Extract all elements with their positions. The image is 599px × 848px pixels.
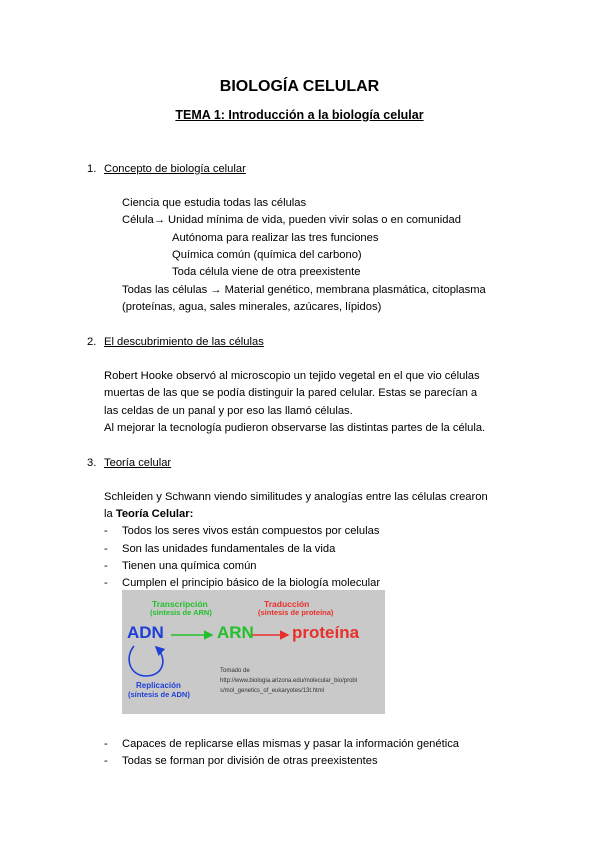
source-line-3: s/mol_genetics_of_eukaryotes/13t.html: [220, 688, 325, 694]
section-2-number: 2.: [87, 336, 97, 348]
list-item: Todas se forman por división de otras preexistentes: [122, 755, 378, 767]
section-1-number: 1.: [87, 163, 97, 175]
s2-line-4: Al mejorar la tecnología pudieron observarse las distintas partes de la célula.: [104, 422, 486, 434]
central-dogma-diagram: [122, 590, 385, 714]
s3-intro-1: Schleiden y Schwann viendo similitudes y analogías entre las células crearon: [104, 491, 488, 503]
document-subtitle: TEMA 1: Introducción a la biología celular: [175, 108, 424, 122]
s1-line-1: Ciencia que estudia todas las células: [122, 197, 307, 209]
list-item: Capaces de replicarse ellas mismas y pasar la información genética: [122, 738, 460, 750]
bullet-dash: -: [104, 755, 108, 767]
s2-line-1: Robert Hooke observó al microscopio un tejido vegetal en el que vio células: [104, 370, 480, 382]
replication-arrow: [129, 646, 163, 676]
transcription-sub-label: (síntesis de ARN): [150, 608, 212, 617]
s1-line-2: Célula→ Unidad mínima de vida, pueden vivir solas o en comunidad: [122, 214, 461, 226]
bullet-dash: -: [104, 560, 108, 572]
translation-label: Traducción: [264, 599, 310, 609]
s1-line-4: Química común (química del carbono): [172, 249, 362, 261]
section-2-heading: El descubrimiento de las células: [104, 336, 264, 348]
list-item: Todos los seres vivos están compuestos por celulas: [122, 525, 380, 537]
s2-line-3: las celdas de un panal y por eso las llamó células.: [104, 405, 353, 417]
list-item: Son las unidades fundamentales de la vida: [122, 543, 336, 555]
s3-intro-2: [104, 507, 193, 521]
document-title: BIOLOGÍA CELULAR: [219, 78, 380, 95]
section-3-heading: Teoría celular: [104, 457, 172, 469]
source-line-2: http://www.biologia.arizona.edu/molecular_bio/probl: [220, 678, 358, 684]
s1-line-3: Autónoma para realizar las tres funciones: [172, 232, 379, 244]
bullet-dash: -: [104, 525, 108, 537]
s1-line-6: Todas las células → Material genético, membrana plasmática, citoplasma: [122, 284, 486, 296]
section-3-number: 3.: [87, 457, 97, 469]
section-1-heading: Concepto de biología celular: [104, 163, 246, 175]
replication-label: Replicación: [136, 681, 181, 690]
transcription-label: Transcripción: [152, 599, 208, 609]
adn-label: ADN: [127, 623, 164, 642]
bullet-dash: -: [104, 577, 108, 589]
s3-intro-2-text: la: [104, 508, 116, 520]
source-line-1: Tomado de: [220, 668, 250, 674]
s2-line-2: muertas de las que se podía distinguir la pared celular. Estas se parecían a: [104, 387, 478, 399]
list-item: Tienen una química común: [122, 560, 257, 572]
teoria-celular-term: Teoría Celular:: [115, 508, 194, 520]
arn-label: ARN: [217, 623, 254, 642]
translation-sub-label: (síntesis de proteína): [258, 608, 334, 617]
list-item: Cumplen el principio básico de la biología molecular: [122, 577, 381, 589]
bullet-dash: -: [104, 543, 108, 555]
proteina-label: proteína: [292, 623, 360, 642]
s1-line-5: Toda célula viene de otra preexistente: [172, 266, 361, 278]
bullet-dash: -: [104, 738, 108, 750]
replication-sub-label: (síntesis de ADN): [128, 690, 190, 699]
s1-line-7: (proteínas, agua, sales minerales, azúcares, lípidos): [122, 301, 382, 313]
